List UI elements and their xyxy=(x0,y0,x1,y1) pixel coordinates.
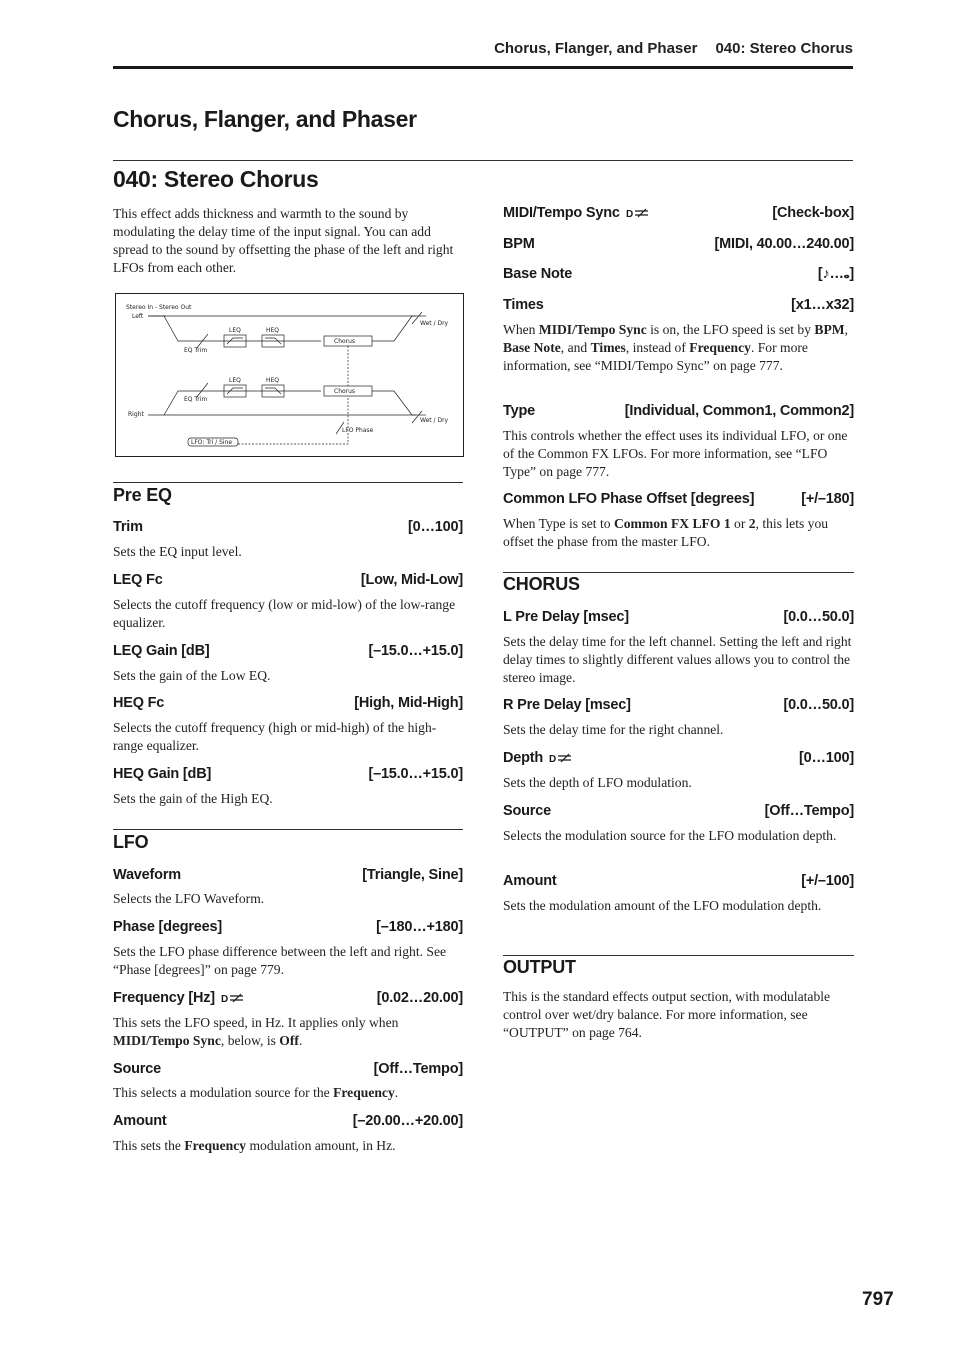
param-name: Times xyxy=(503,297,544,313)
diagram-svg xyxy=(116,294,465,458)
param-name: L Pre Delay [msec] xyxy=(503,609,629,625)
header-rule xyxy=(113,66,853,69)
diagram-chorus-r: Chorus xyxy=(334,388,356,395)
param-desc: Sets the LFO phase difference between the left and right. See “Phase [degrees]” on page 779. xyxy=(113,944,447,977)
param-name: Amount xyxy=(113,1113,167,1129)
diagram-title: Stereo In - Stereo Out xyxy=(126,304,192,311)
chorus-heading: CHORUS xyxy=(503,574,580,594)
param-name: Base Note xyxy=(503,266,573,282)
param-range: [Off…Tempo] xyxy=(764,803,854,819)
param-name: Waveform xyxy=(113,867,181,883)
param-range: [x1…x32] xyxy=(791,297,854,313)
param-name: HEQ Gain [dB] xyxy=(113,766,212,782)
param-name: Phase [degrees] xyxy=(113,919,223,935)
param-range: [+/–100] xyxy=(801,873,854,889)
diagram-heq-l: HEQ xyxy=(266,327,280,334)
param-name: Type xyxy=(503,403,535,419)
param-desc: Sets the gain of the High EQ. xyxy=(113,791,273,806)
diagram-eqtrim-r: EQ Trim xyxy=(184,396,208,403)
lfo-heading: LFO xyxy=(113,832,149,852)
param-chorus-source xyxy=(503,803,854,819)
signal-flow-diagram xyxy=(115,293,464,457)
param-desc: Selects the LFO Waveform. xyxy=(113,891,265,906)
param-range: [Triangle, Sine] xyxy=(362,867,463,883)
param-desc: When MIDI/Tempo Sync is on, the LFO speed is set by BPM, Base Note, and Times, instead of Frequency. For more information, see “MIDI/Tempo Sync” on page 777. xyxy=(503,322,849,373)
param-desc: This controls whether the effect uses its individual LFO, or one of the Common FX LFOs. For more information, see “LFO Type” on page 777. xyxy=(503,428,848,479)
param-desc: This selects a modulation source for the Frequency. xyxy=(113,1085,399,1100)
param-name: Frequency [Hz] xyxy=(113,990,215,1006)
param-base-note xyxy=(503,266,854,282)
title-rule xyxy=(113,160,853,161)
svg-text:D: D xyxy=(220,994,228,1004)
param-range: [0…100] xyxy=(407,519,463,535)
param-lfo-source xyxy=(113,1061,463,1077)
param-name: LEQ Fc xyxy=(113,572,163,588)
dmod-icon xyxy=(221,992,245,1004)
param-desc: Sets the modulation amount of the LFO modulation depth. xyxy=(503,898,822,913)
param-name: Trim xyxy=(113,519,143,535)
param-phase xyxy=(113,919,463,935)
param-lfo-amount xyxy=(113,1113,463,1129)
param-range: [0…100] xyxy=(798,750,854,766)
effect-title: 040: Stereo Chorus xyxy=(113,166,319,192)
dmod-icon xyxy=(626,207,650,219)
lfo-rule xyxy=(113,829,463,830)
diagram-right-label: Right xyxy=(128,411,144,418)
diagram-leq-r: LEQ xyxy=(229,377,241,384)
diagram-wetdry-r: Wet / Dry xyxy=(420,417,449,424)
intro-text: This effect adds thickness and warmth to the sound by modulating the delay time of the input signal. You can add spread to the sound by offsetting the phase of the left and right LFOs from each other. xyxy=(113,206,454,275)
param-desc: Selects the cutoff frequency (high or mid-high) of the high-range equalizer. xyxy=(113,720,437,753)
param-type xyxy=(503,403,854,419)
param-common-lfo-offset xyxy=(503,491,854,507)
diagram-chorus-l: Chorus xyxy=(334,338,356,345)
param-desc: Sets the delay time for the left channel. Setting the left and right delay times to slightly different values allows you to control the stereo image. xyxy=(503,634,852,685)
output-rule xyxy=(503,955,854,956)
param-name: Common LFO Phase Offset [degrees] xyxy=(503,491,755,507)
running-header-section: Chorus, Flanger, and Phaser xyxy=(494,40,698,57)
param-heq-gain xyxy=(113,766,463,782)
param-range: [Check-box] xyxy=(772,205,854,221)
param-depth xyxy=(503,750,854,766)
param-l-pre-delay xyxy=(503,609,854,625)
param-name: Amount xyxy=(503,873,557,889)
pre-eq-heading: Pre EQ xyxy=(113,485,172,505)
param-r-pre-delay xyxy=(503,697,854,713)
page-title: Chorus, Flanger, and Phaser xyxy=(113,106,417,132)
param-desc: This sets the LFO speed, in Hz. It applies only when MIDI/Tempo Sync, below, is Off. xyxy=(113,1015,399,1048)
chorus-rule xyxy=(503,572,854,573)
diagram-left-label: Left xyxy=(132,313,144,320)
param-range: [0.0…50.0] xyxy=(783,609,854,625)
param-desc: Selects the cutoff frequency (low or mid-low) of the low-range equalizer. xyxy=(113,597,456,630)
param-range: [0.02…20.00] xyxy=(376,990,463,1006)
running-header xyxy=(113,40,853,57)
param-name: MIDI/Tempo Sync xyxy=(503,205,620,221)
param-leq-fc xyxy=(113,572,463,588)
param-range: [Individual, Common1, Common2] xyxy=(624,403,854,419)
param-range: [MIDI, 40.00…240.00] xyxy=(714,236,854,252)
param-bpm xyxy=(503,236,854,252)
param-frequency xyxy=(113,990,463,1006)
svg-text:D: D xyxy=(625,209,633,219)
output-desc: This is the standard effects output section, with modulatable control over wet/dry balance. For more information, see “OUTPUT” on page 764. xyxy=(503,989,831,1040)
diagram-leq-l: LEQ xyxy=(229,327,241,334)
param-name: BPM xyxy=(503,236,535,252)
diagram-wetdry-l: Wet / Dry xyxy=(420,320,449,327)
param-name: Source xyxy=(113,1061,161,1077)
param-range: [–180…+180] xyxy=(376,919,463,935)
param-name: Source xyxy=(503,803,551,819)
param-range: [–20.00…+20.00] xyxy=(352,1113,463,1129)
param-times xyxy=(503,297,854,313)
param-desc: Sets the gain of the Low EQ. xyxy=(113,668,271,683)
param-name: Depth xyxy=(503,750,544,766)
param-range: [♪…𝅝] xyxy=(817,266,854,282)
param-desc: Selects the modulation source for the LFO modulation depth. xyxy=(503,828,837,843)
param-range: [High, Mid-High] xyxy=(354,695,463,711)
param-range: [–15.0…+15.0] xyxy=(368,766,463,782)
param-range: [+/–180] xyxy=(801,491,854,507)
dmod-icon xyxy=(549,752,573,764)
param-desc: This sets the Frequency modulation amount, in Hz. xyxy=(113,1138,396,1153)
param-waveform xyxy=(113,867,463,883)
param-chorus-amount xyxy=(503,873,854,889)
diagram-lfo: LFO: Tri / Sine xyxy=(191,439,233,446)
param-name: HEQ Fc xyxy=(113,695,165,711)
param-range: [–15.0…+15.0] xyxy=(368,643,463,659)
param-range: [Low, Mid-Low] xyxy=(360,572,463,588)
param-range: [0.0…50.0] xyxy=(783,697,854,713)
param-name: R Pre Delay [msec] xyxy=(503,697,631,713)
param-desc: Sets the delay time for the right channel. xyxy=(503,722,724,737)
diagram-eqtrim-l: EQ Trim xyxy=(184,347,208,354)
param-heq-fc xyxy=(113,695,463,711)
param-desc: Sets the EQ input level. xyxy=(113,544,242,559)
param-midi-sync xyxy=(503,205,854,221)
param-desc: When Type is set to Common FX LFO 1 or 2, this lets you offset the phase from the master LFO. xyxy=(503,516,829,549)
param-name: LEQ Gain [dB] xyxy=(113,643,210,659)
param-desc: Sets the depth of LFO modulation. xyxy=(503,775,692,790)
param-trim xyxy=(113,519,463,535)
svg-text:D: D xyxy=(549,754,557,764)
page-number: 797 xyxy=(862,1289,894,1310)
param-range: [Off…Tempo] xyxy=(373,1061,463,1077)
output-heading: OUTPUT xyxy=(503,957,576,977)
running-header-effect: 040: Stereo Chorus xyxy=(715,40,853,57)
pre-eq-rule xyxy=(113,482,463,483)
param-leq-gain xyxy=(113,643,463,659)
diagram-lfo-phase: LFO Phase xyxy=(342,427,374,434)
diagram-heq-r: HEQ xyxy=(266,377,280,384)
